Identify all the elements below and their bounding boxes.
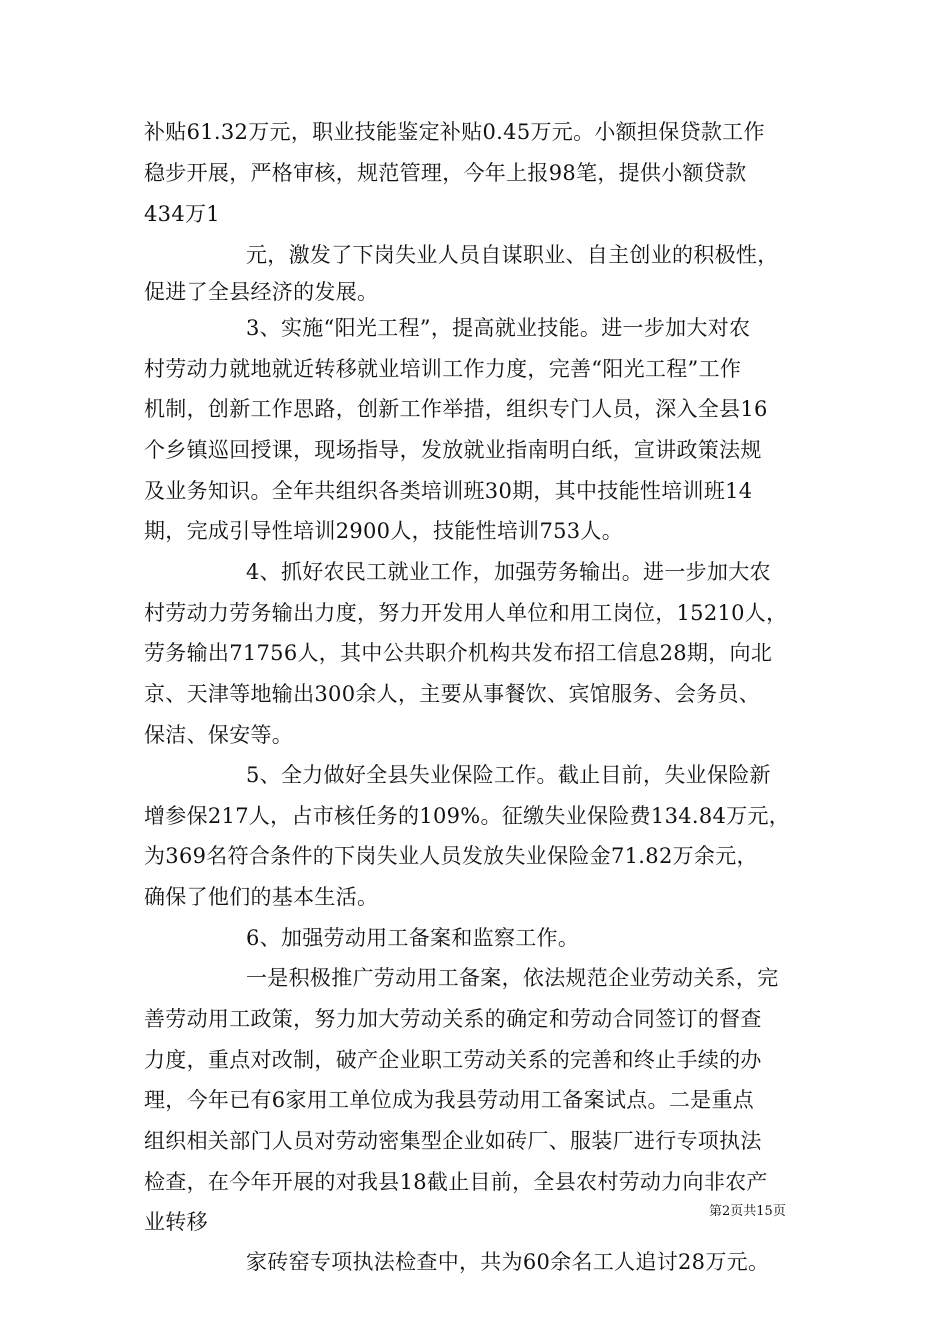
text-line: 一是积极推广劳动用工备案，依法规范企业劳动关系，完 xyxy=(246,966,779,990)
text-line: 及业务知识。全年共组织各类培训班30期，其中技能性培训班14 xyxy=(144,479,753,503)
text-line: 4、抓好农民工就业工作，加强劳务输出。进一步加大农 xyxy=(246,560,771,584)
text-line: 促进了全县经济的发展。 xyxy=(144,280,379,304)
text-line: 理，今年已有6家用工单位成为我县劳动用工备案试点。二是重点 xyxy=(144,1088,755,1112)
text-line: 劳务输出71756人，其中公共职介机构共发布招工信息28期，向北 xyxy=(144,641,773,665)
text-line: 稳步开展，严格审核，规范管理，今年上报98笔，提供小额贷款 xyxy=(144,161,747,185)
text-line: 村劳动力就地就近转移就业培训工作力度，完善“阳光工程”工作 xyxy=(144,357,742,381)
text-line: 期，完成引导性培训2900人，技能性培训753人。 xyxy=(144,519,624,543)
text-line: 村劳动力劳务输出力度，努力开发用人单位和用工岗位，15210人， xyxy=(144,601,788,625)
text-line: 力度，重点对改制，破产企业职工劳动关系的完善和终止手续的办 xyxy=(144,1048,762,1072)
text-line: 个乡镇巡回授课，现场指导，发放就业指南明白纸，宣讲政策法规 xyxy=(144,438,762,462)
text-line: 元，激发了下岗失业人员自谋职业、自主创业的积极性， xyxy=(246,243,779,267)
page-number: 第2页共15页 xyxy=(709,1204,786,1219)
text-line: 家砖窑专项执法检查中，共为60余名工人追讨28万元。 xyxy=(246,1250,770,1274)
text-line: 京、天津等地输出300余人，主要从事餐饮、宾馆服务、会务员、 xyxy=(144,682,761,706)
text-line: 业转移 xyxy=(144,1210,208,1234)
text-line: 434万1 xyxy=(144,202,220,226)
text-line: 补贴61.32万元，职业技能鉴定补贴0.45万元。小额担保贷款工作 xyxy=(144,120,765,144)
text-line: 机制，创新工作思路，创新工作举措，组织专门人员，深入全县16 xyxy=(144,397,768,421)
text-line: 确保了他们的基本生活。 xyxy=(144,885,379,909)
text-line: 增参保217人，占市核任务的109%。征缴失业保险费134.84万元， xyxy=(144,804,791,828)
text-line: 5、全力做好全县失业保险工作。截止目前，失业保险新 xyxy=(246,763,771,787)
text-line: 检查，在今年开展的对我县18截止目前，全县农村劳动力向非农产 xyxy=(144,1170,768,1194)
text-line: 组织相关部门人员对劳动密集型企业如砖厂、服装厂进行专项执法 xyxy=(144,1129,762,1153)
text-line: 保洁、保安等。 xyxy=(144,723,294,747)
text-line: 为369名符合条件的下岗失业人员发放失业保险金71.82万余元， xyxy=(144,844,758,868)
text-line: 6、加强劳动用工备案和监察工作。 xyxy=(246,926,580,950)
text-line: 3、实施“阳光工程”，提高就业技能。进一步加大对农 xyxy=(246,316,751,340)
text-line: 善劳动用工政策，努力加大劳动关系的确定和劳动合同签订的督查 xyxy=(144,1007,762,1031)
